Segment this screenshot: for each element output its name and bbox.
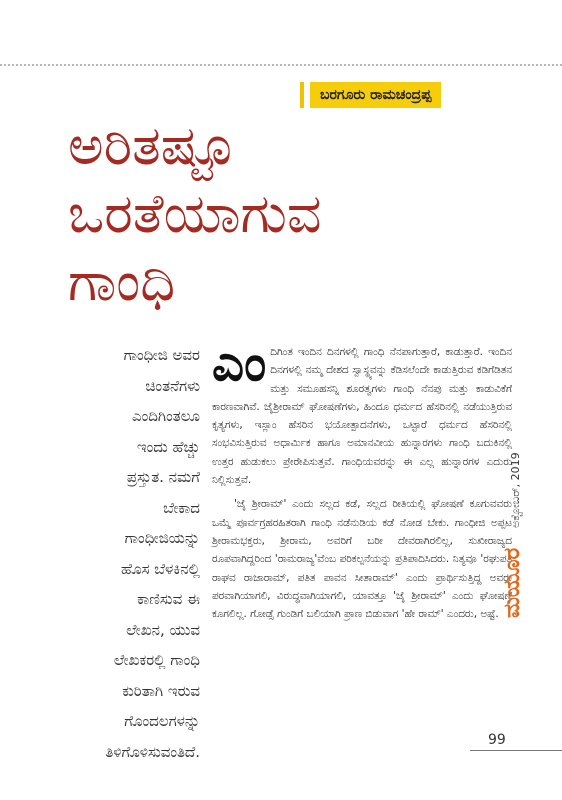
pull-quote-line: ಗೊಂದಲಗಳನ್ನು [124,712,200,730]
pull-quote-line: ಕಾಣಿಸುವ ಈ [137,590,200,608]
issue-date: ಅಕ್ಟೋಬರ್, 2019 [509,452,522,528]
top-dotted-rule [0,64,562,66]
author-tag [300,82,441,108]
pull-quote-line: ಕುರಿತಾಗಿ ಇರುವ [122,681,200,700]
drop-cap: ಎಂ [212,334,267,392]
title-line-3: ಗಾಂಧಿ [68,250,176,313]
pull-quote-line: ಹೊಸ ಬೆಳಕಿನಲ್ಲಿ [121,559,200,578]
pull-quote-line: ಚಿಂತನೆಗಳು [145,376,200,395]
magazine-logo: ಮಯೂರ [500,547,525,618]
title-line-1: ಅರಿತಷ್ಟೂ [68,114,236,177]
pull-quote-line: ತಿಳಿಗೊಳಿಸುವಂತಿದೆ. [105,742,200,761]
author-name: ಬರಗೂರು ರಾಮಚಂದ್ರಪ್ಪ [310,82,441,108]
body-paragraph-1 [212,334,512,489]
article-title [68,112,488,316]
paragraph-1-text: ದಿಗಿಂತ ಇಂದಿನ ದಿನಗಳಲ್ಲಿ ಗಾಂಧಿ ನೆನಪಾಗುತ್ತಾರೆ, ಕಾಡುತ್ತಾರೆ. ಇಂದಿನ ದಿನಗಳಲ್ಲಿ ನಮ್ಮ ದೇಶದ ಸ್ವಾಸ್ಥ್ಯವನ್ನು ಕೆಡಿಸಲೆಂದೇ ಕಾಡುತ್ತಿರುವ ಕಡಿಗೆಡಿತನ ಮತ್ತು ಸಮೂಹಸನ್ನಿ ಶೂರತ್ವಗಳು ಗಾಂಧಿ ನೆನಪು ಮತ್ತು ಕಾಡುವಿಕೆಗೆ ಕಾರಣವಾಗಿವೆ. ಜೈಶ್ರೀರಾಮ್ ಘೋಷಣೆಗಳು, ಹಿಂದೂ ಧರ್ಮದ ಹೆಸರಿನಲ್ಲಿ ನಡೆಯುತ್ತಿರುವ ಕೃತ್ಯಗಳು, ಇಸ್ಲಾಂ ಹೆಸರಿನ ಭಯೋತ್ಪಾದನೆಗಳು, ಒಟ್ಟಾರೆ ಧರ್ಮದ ಹೆಸರಿನಲ್ಲಿ ಸಂಭವಿಸುತ್ತಿರುವ ಅಧಾರ್ಮಿಕ ಹಾಗೂ ಅಮಾನವೀಯ ಹುನ್ನಾರಗಳು ಗಾಂಧಿ ಬದುಕಿನಲ್ಲಿ ಉತ್ತರ ಹುಡುಕಲು ಪ್ರೇರೇಪಿಸುತ್ತವೆ. ಗಾಂಧಿಯವರನ್ನು ಈ ಎಲ್ಲ ಹುನ್ನಾರಗಳ ಎದುರು ನಿಲ್ಲಿಸುತ್ತವೆ. [212,346,512,487]
pull-quote-line: ಗಾಂಧೀಜಿಯನ್ನು [124,529,200,547]
body-paragraph-2: 'ಜೈ ಶ್ರೀರಾಮ್' ಎಂದು ಸಲ್ಲದ ಕಡೆ, ಸಲ್ಲದ ರೀತಿಯಲ್ಲಿ ಘೋಷಣೆ ಕೂಗುವವರು ಒಮ್ಮೆ ಪೂರ್ವಗ್ರಹರಹಿತರಾಗಿ ಗಾಂಧಿ ನಡೆನುಡಿಯ ಕಡೆ ನೋಡ ಬೇಕು. ಗಾಂಧೀಜಿ ಅಪ್ಪಟ ಶ್ರೀರಾಮಭಕ್ತರು, ಶ್ರೀರಾಮ, ಅವರಿಗೆ ಬರೀ ದೇವರಾಗಿರಲಿಲ್ಲ, ಸುಖೀರಾಜ್ಯದ ರೂಪವಾಗಿದ್ದರಿಂದ 'ರಾಮರಾಜ್ಯ'ವೆಂಬ ಪರಿಕಲ್ಪನೆಯನ್ನು ಪ್ರತಿಪಾದಿಸಿದರು. ನಿತ್ಯವೂ 'ರಘುಪತಿ ರಾಘವ ರಾಜಾರಾಮ್, ಪತಿತ ಪಾವನ ಸೀತಾರಾಮ್' ಎಂದು ಪ್ರಾರ್ಥಿಸುತ್ತಿದ್ದ ಅವರು ಪರವಾಗಿಯಾಗಲಿ, ವಿರುದ್ಧವಾಗಿಯಾಗಲಿ, ಯಾವತ್ತೂ 'ಜೈ ಶ್ರೀರಾಮ್' ಎಂದು ಘೋಷಣೆ ಕೂಗಲಿಲ್ಲ. ಗೋಡ್ಸೆ ಗುಂಡಿಗೆ ಬಲಿಯಾಗಿ ಪ್ರಾಣ ಬಿಡುವಾಗ 'ಹೇ ರಾಮ್' ಎಂದರು, ಅಷ್ಟೆ. [212,498,512,621]
author-tag-accent [300,82,304,108]
pull-quote-line: ಗಾಂಧೀಜಿ ಅವರ [123,346,200,364]
pull-quote-line: ಬೇಕಾದ [163,498,200,517]
side-masthead [500,452,525,618]
pull-quote-line: ಲೇಖನ, ಯುವ [126,620,200,639]
footer-rule [470,750,562,751]
article-body [212,334,512,629]
pull-quote-line: ಎಂದಿಗಿಂತಲೂ [131,407,200,425]
page-number: 99 [488,732,506,748]
pull-quote-line: ಲೇಖಕರಲ್ಲಿ ಗಾಂಧಿ [113,651,200,669]
pull-quote-line: ಇಂದು ಹೆಚ್ಚು [136,437,200,456]
title-line-2: ಒರತೆಯಾಗುವ [68,182,322,245]
pull-quote-line: ಪ್ರಸ್ತುತ. ನಮಗೆ [126,468,200,486]
pull-quote [28,340,200,767]
